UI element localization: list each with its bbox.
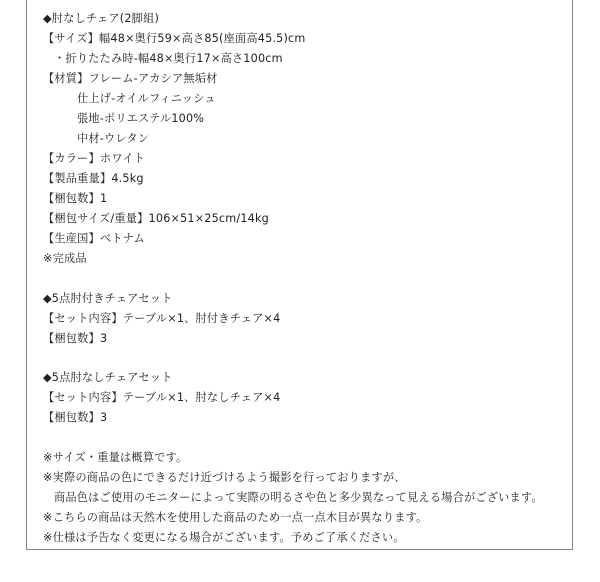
chair-weight: 【製品重量】4.5kg [43,172,144,185]
chair-heading: ◆肘なしチェア(2脚組) [43,12,160,25]
chair-material: 【材質】フレーム-アカシア無垢材 [43,72,218,85]
chair-package-size: 【梱包サイズ/重量】106×51×25cm/14kg [43,212,269,225]
chair-color: 【カラー】ホワイト [43,152,146,165]
chair-finish: 仕上げ-オイルフィニッシュ [77,92,216,105]
section-gap [43,349,568,369]
set-without-arms-contents: 【セット内容】テーブル×1、肘なしチェア×4 [43,391,281,404]
set-without-arms-packages: 【梱包数】3 [43,411,108,424]
spec-content [43,9,568,548]
note-approximate: ※サイズ・重量は概算です。 [43,450,188,464]
set-with-arms-contents: 【セット内容】テーブル×1、肘付きチェア×4 [43,311,281,325]
chair-packages: 【梱包数】1 [43,192,108,205]
set-with-arms-packages: 【梱包数】3 [43,331,108,345]
chair-folded-size: ・折りたたみ時-幅48×奥行17×高さ100cm [54,52,283,65]
section-gap [43,428,568,448]
note-color-1: ※実際の商品の色にできるだけ近づけるよう撮影を行っておりますが、 [43,470,406,484]
chair-size: 【サイズ】幅48×奥行59×高さ85(座面高45.5)cm [43,32,306,45]
set-without-arms-heading: ◆5点肘なしチェアセット [43,371,173,384]
chair-fabric: 張地-ポリエステル100% [77,112,205,125]
note-color-2: 商品色はご使用のモニターによって実際の明るさや色と多少異なって見える場合がございます。 [54,490,543,504]
chair-origin: 【生産国】ベトナム [43,232,145,245]
note-wood-grain: ※こちらの商品は天然木を使用した商品のため一点一点木目が異なります。 [43,510,428,524]
section-gap [43,269,568,289]
set-with-arms-heading: ◆5点肘付きチェアセット [43,291,173,305]
note-spec-change: ※仕様は予告なく変更になる場合がございます。予めご了承ください。 [43,530,405,544]
chair-filling: 中材-ウレタン [77,132,150,145]
chair-assembled-note: ※完成品 [43,252,87,265]
